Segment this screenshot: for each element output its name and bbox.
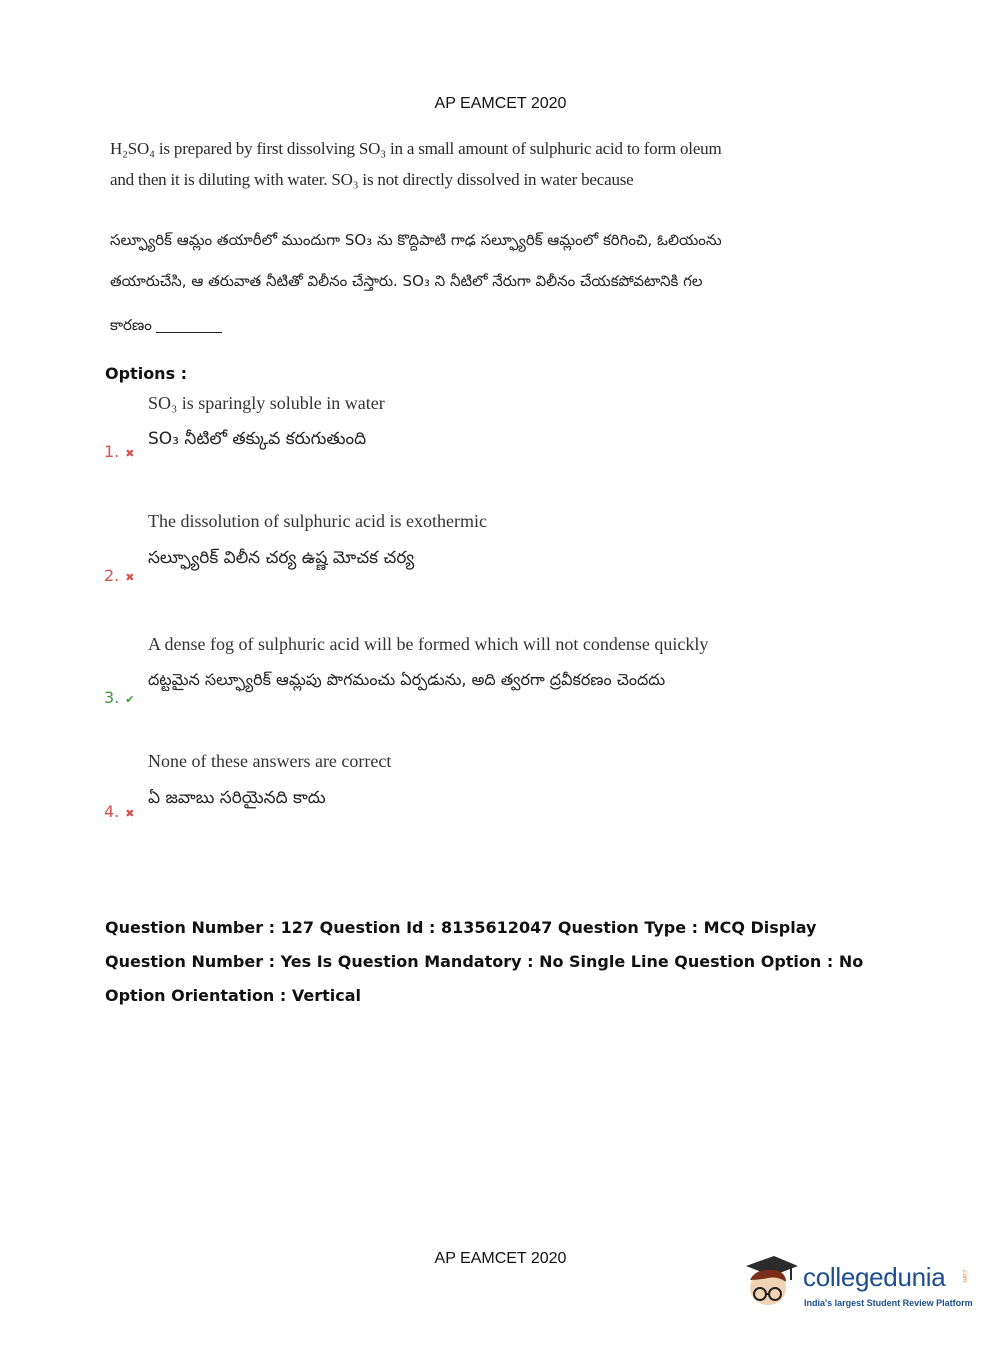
question-telugu-line-3 [110, 316, 222, 338]
logo-wordmark: collegedunia [803, 1262, 946, 1292]
option-2-english: The dissolution of sulphuric acid is exothermic [148, 511, 487, 531]
question-telugu-line-2: తయారుచేసి, ఆ తరువాత నీటితో విలీనం చేస్తారు. SO₃ ని నీటిలో నేరుగా విలీనం చేయకపోవటానికి గల [110, 272, 703, 290]
option-2-number-text: 2. [104, 566, 120, 585]
wrong-icon: ✖ [125, 571, 135, 584]
correct-check-icon: ✔ [125, 693, 135, 706]
page-header: AP EAMCET 2020 [434, 95, 567, 112]
question-telugu-line-3-text: కారణం [110, 316, 152, 334]
option-3-english: A dense fog of sulphuric acid will be formed which will not condense quickly [148, 634, 709, 654]
question-telugu-line-1: సల్ఫ్యూరిక్ ఆమ్లం తయారీలో ముందుగా SO₃ ను కొద్దిపాటి గాఢ సల్ఫ్యూరిక్ ఆమ్లంలో కరిగించి, ఓలియంను [110, 231, 722, 249]
option-4-telugu: ఏ జవాబు సరియైనది కాదు [148, 788, 326, 808]
wrong-icon: ✖ [125, 807, 135, 820]
answer-blank [156, 332, 222, 333]
option-3-number [104, 688, 134, 707]
page-footer: AP EAMCET 2020 [434, 1250, 567, 1267]
option-1-number-text: 1. [104, 442, 120, 461]
option-3-telugu: దట్టమైన సల్ఫ్యూరిక్ ఆమ్లపు పొగమంచు ఏర్పడును, అది త్వరగా ద్రవీకరణం చెందదు [148, 670, 666, 689]
option-2-telugu: సల్ఫ్యూరిక్ విలీన చర్య ఉష్ణ మోచక చర్య [148, 548, 415, 568]
question-english-line-1: H₂SO₄ is prepared by first dissolving SO₃ in a small amount of sulphuric acid to form oleum [110, 139, 722, 158]
option-3-number-text: 3. [104, 688, 120, 707]
option-1-number [104, 442, 134, 461]
logo-com-suffix: .com [961, 1268, 968, 1283]
options-label: Options : [105, 364, 188, 383]
question-english-line-2: and then it is diluting with water. SO₃ is not directly dissolved in water because [110, 170, 634, 189]
option-4-number [104, 802, 134, 821]
option-1-telugu: SO₃ నీటిలో తక్కువ కరుగుతుంది [148, 429, 367, 449]
option-4-number-text: 4. [104, 802, 120, 821]
option-2-number [104, 566, 134, 585]
question-metadata: Question Number : 127 Question Id : 8135612047 Question Type : MCQ Display Question Number : Yes Is Question Mandatory : No Single Line Question Option : No Option Orientation : Vertical [105, 918, 864, 1005]
option-1-english: SO₃ is sparingly soluble in water [148, 393, 385, 413]
wrong-icon: ✖ [125, 447, 135, 460]
logo-tagline: India's largest Student Review Platform [804, 1298, 973, 1308]
option-4-english: None of these answers are correct [148, 751, 392, 771]
